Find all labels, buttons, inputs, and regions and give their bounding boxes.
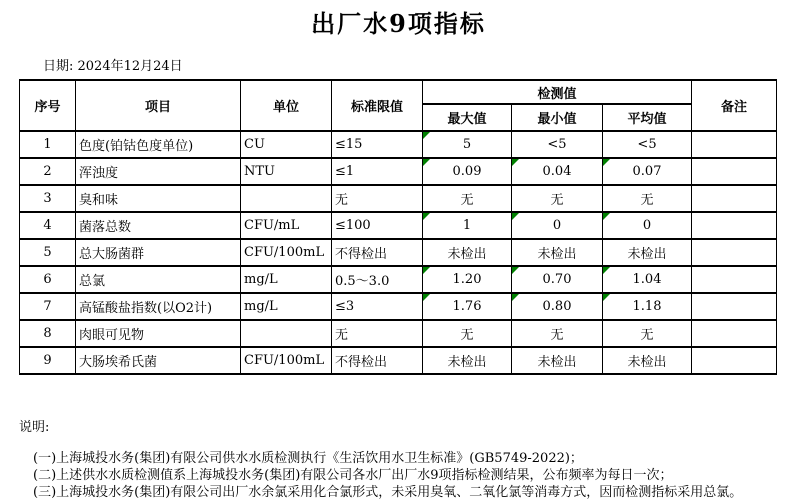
cell-flag-icon: [512, 159, 519, 166]
table-row: [20, 158, 777, 185]
cell-flag-icon: [603, 213, 610, 220]
notes-list: [33, 450, 742, 501]
cell-avg: 无: [603, 320, 692, 347]
header-max: 最大值: [423, 104, 512, 131]
cell-item: 大肠埃希氏菌: [76, 347, 241, 374]
cell-avg: 1.18: [603, 293, 692, 320]
cell-max: 未检出: [423, 239, 512, 266]
header-unit: 单位: [241, 80, 332, 131]
cell-unit: NTU: [241, 158, 332, 185]
cell-unit: mg/L: [241, 266, 332, 293]
cell-min: 0.80: [512, 293, 603, 320]
cell-avg: 1.04: [603, 266, 692, 293]
header-limit: 标准限值: [332, 80, 423, 131]
cell-unit: CFU/100mL: [241, 347, 332, 374]
cell-flag-icon: [423, 267, 430, 274]
cell-flag-icon: [512, 294, 519, 301]
cell-avg: 未检出: [603, 239, 692, 266]
table-row: [20, 212, 777, 239]
table-body: [20, 131, 777, 374]
cell-no: 6: [20, 266, 76, 293]
cell-item: 浑浊度: [76, 158, 241, 185]
cell-flag-icon: [423, 132, 430, 139]
report-date: 日期: 2024年12月24日: [43, 59, 183, 74]
cell-avg: 未检出: [603, 347, 692, 374]
header-remark: 备注: [692, 80, 777, 131]
cell-limit: 无: [332, 185, 423, 212]
cell-no: 3: [20, 185, 76, 212]
cell-unit: CFU/mL: [241, 212, 332, 239]
cell-no: 8: [20, 320, 76, 347]
cell-unit: mg/L: [241, 293, 332, 320]
cell-min: 无: [512, 185, 603, 212]
cell-max: 无: [423, 185, 512, 212]
cell-remark: [692, 158, 777, 185]
cell-limit: ≤100: [332, 212, 423, 239]
header-item: 项目: [76, 80, 241, 131]
cell-min: 未检出: [512, 347, 603, 374]
cell-min: 0: [512, 212, 603, 239]
header-row-1: [20, 80, 777, 104]
cell-remark: [692, 212, 777, 239]
cell-item: 色度(铂钴色度单位): [76, 131, 241, 158]
cell-limit: ≤15: [332, 131, 423, 158]
cell-no: 9: [20, 347, 76, 374]
cell-max: 0.09: [423, 158, 512, 185]
cell-limit: 不得检出: [332, 239, 423, 266]
cell-remark: [692, 185, 777, 212]
cell-no: 4: [20, 212, 76, 239]
cell-flag-icon: [423, 294, 430, 301]
cell-remark: [692, 293, 777, 320]
cell-max: 未检出: [423, 347, 512, 374]
cell-max: 1.76: [423, 293, 512, 320]
cell-limit: ≤3: [332, 293, 423, 320]
cell-min: 0.04: [512, 158, 603, 185]
cell-no: 7: [20, 293, 76, 320]
page-title: 出厂水9项指标: [311, 9, 486, 38]
cell-flag-icon: [603, 294, 610, 301]
notes-label: 说明:: [19, 420, 50, 435]
cell-no: 1: [20, 131, 76, 158]
note-line: (二)上述供水水质检测值系上海城投水务(集团)有限公司各水厂出厂水9项指标检测结果，公布频率为每日一次；: [33, 468, 673, 483]
cell-max: 无: [423, 320, 512, 347]
cell-avg: 0.07: [603, 158, 692, 185]
cell-item: 菌落总数: [76, 212, 241, 239]
table-row: [20, 131, 777, 158]
cell-no: 5: [20, 239, 76, 266]
header-min: 最小值: [512, 104, 603, 131]
cell-remark: [692, 320, 777, 347]
cell-item: 高锰酸盐指数(以O2计): [76, 293, 241, 320]
cell-flag-icon: [423, 159, 430, 166]
cell-max: 5: [423, 131, 512, 158]
cell-limit: 无: [332, 320, 423, 347]
cell-limit: 不得检出: [332, 347, 423, 374]
cell-limit: ≤1: [332, 158, 423, 185]
table-row: [20, 293, 777, 320]
header-no: 序号: [20, 80, 76, 131]
cell-limit: 0.5～3.0: [332, 266, 423, 293]
cell-remark: [692, 239, 777, 266]
cell-max: 1.20: [423, 266, 512, 293]
indicators-table: [19, 79, 777, 375]
table-row: [20, 239, 777, 266]
cell-item: 肉眼可见物: [76, 320, 241, 347]
cell-remark: [692, 347, 777, 374]
cell-flag-icon: [603, 267, 610, 274]
cell-min: 0.70: [512, 266, 603, 293]
cell-min: 未检出: [512, 239, 603, 266]
cell-flag-icon: [423, 213, 430, 220]
cell-flag-icon: [603, 159, 610, 166]
cell-remark: [692, 266, 777, 293]
cell-flag-icon: [512, 213, 519, 220]
cell-remark: [692, 131, 777, 158]
note-line: (一)上海城投水务(集团)有限公司供水水质检测执行《生活饮用水卫生标准》(GB5749-2022)；: [33, 451, 583, 466]
cell-max: 1: [423, 212, 512, 239]
header-avg: 平均值: [603, 104, 692, 131]
cell-flag-icon: [512, 267, 519, 274]
table-row: [20, 347, 777, 374]
note-line: (三)上海城投水务(集团)有限公司出厂水余氯采用化合氯形式，未采用臭氧、二氧化氯等消毒方式，因而检测指标采用总氯。: [33, 485, 743, 500]
cell-min: 无: [512, 320, 603, 347]
cell-avg: 无: [603, 185, 692, 212]
cell-unit: CU: [241, 131, 332, 158]
table-row: [20, 266, 777, 293]
cell-item: 总大肠菌群: [76, 239, 241, 266]
cell-unit: [241, 185, 332, 212]
cell-avg: <5: [603, 131, 692, 158]
cell-no: 2: [20, 158, 76, 185]
cell-unit: CFU/100mL: [241, 239, 332, 266]
table-row: [20, 185, 777, 212]
table-row: [20, 320, 777, 347]
header-detection-group: 检测值: [423, 80, 692, 104]
cell-item: 总氯: [76, 266, 241, 293]
cell-unit: [241, 320, 332, 347]
cell-min: <5: [512, 131, 603, 158]
cell-avg: 0: [603, 212, 692, 239]
cell-item: 臭和味: [76, 185, 241, 212]
